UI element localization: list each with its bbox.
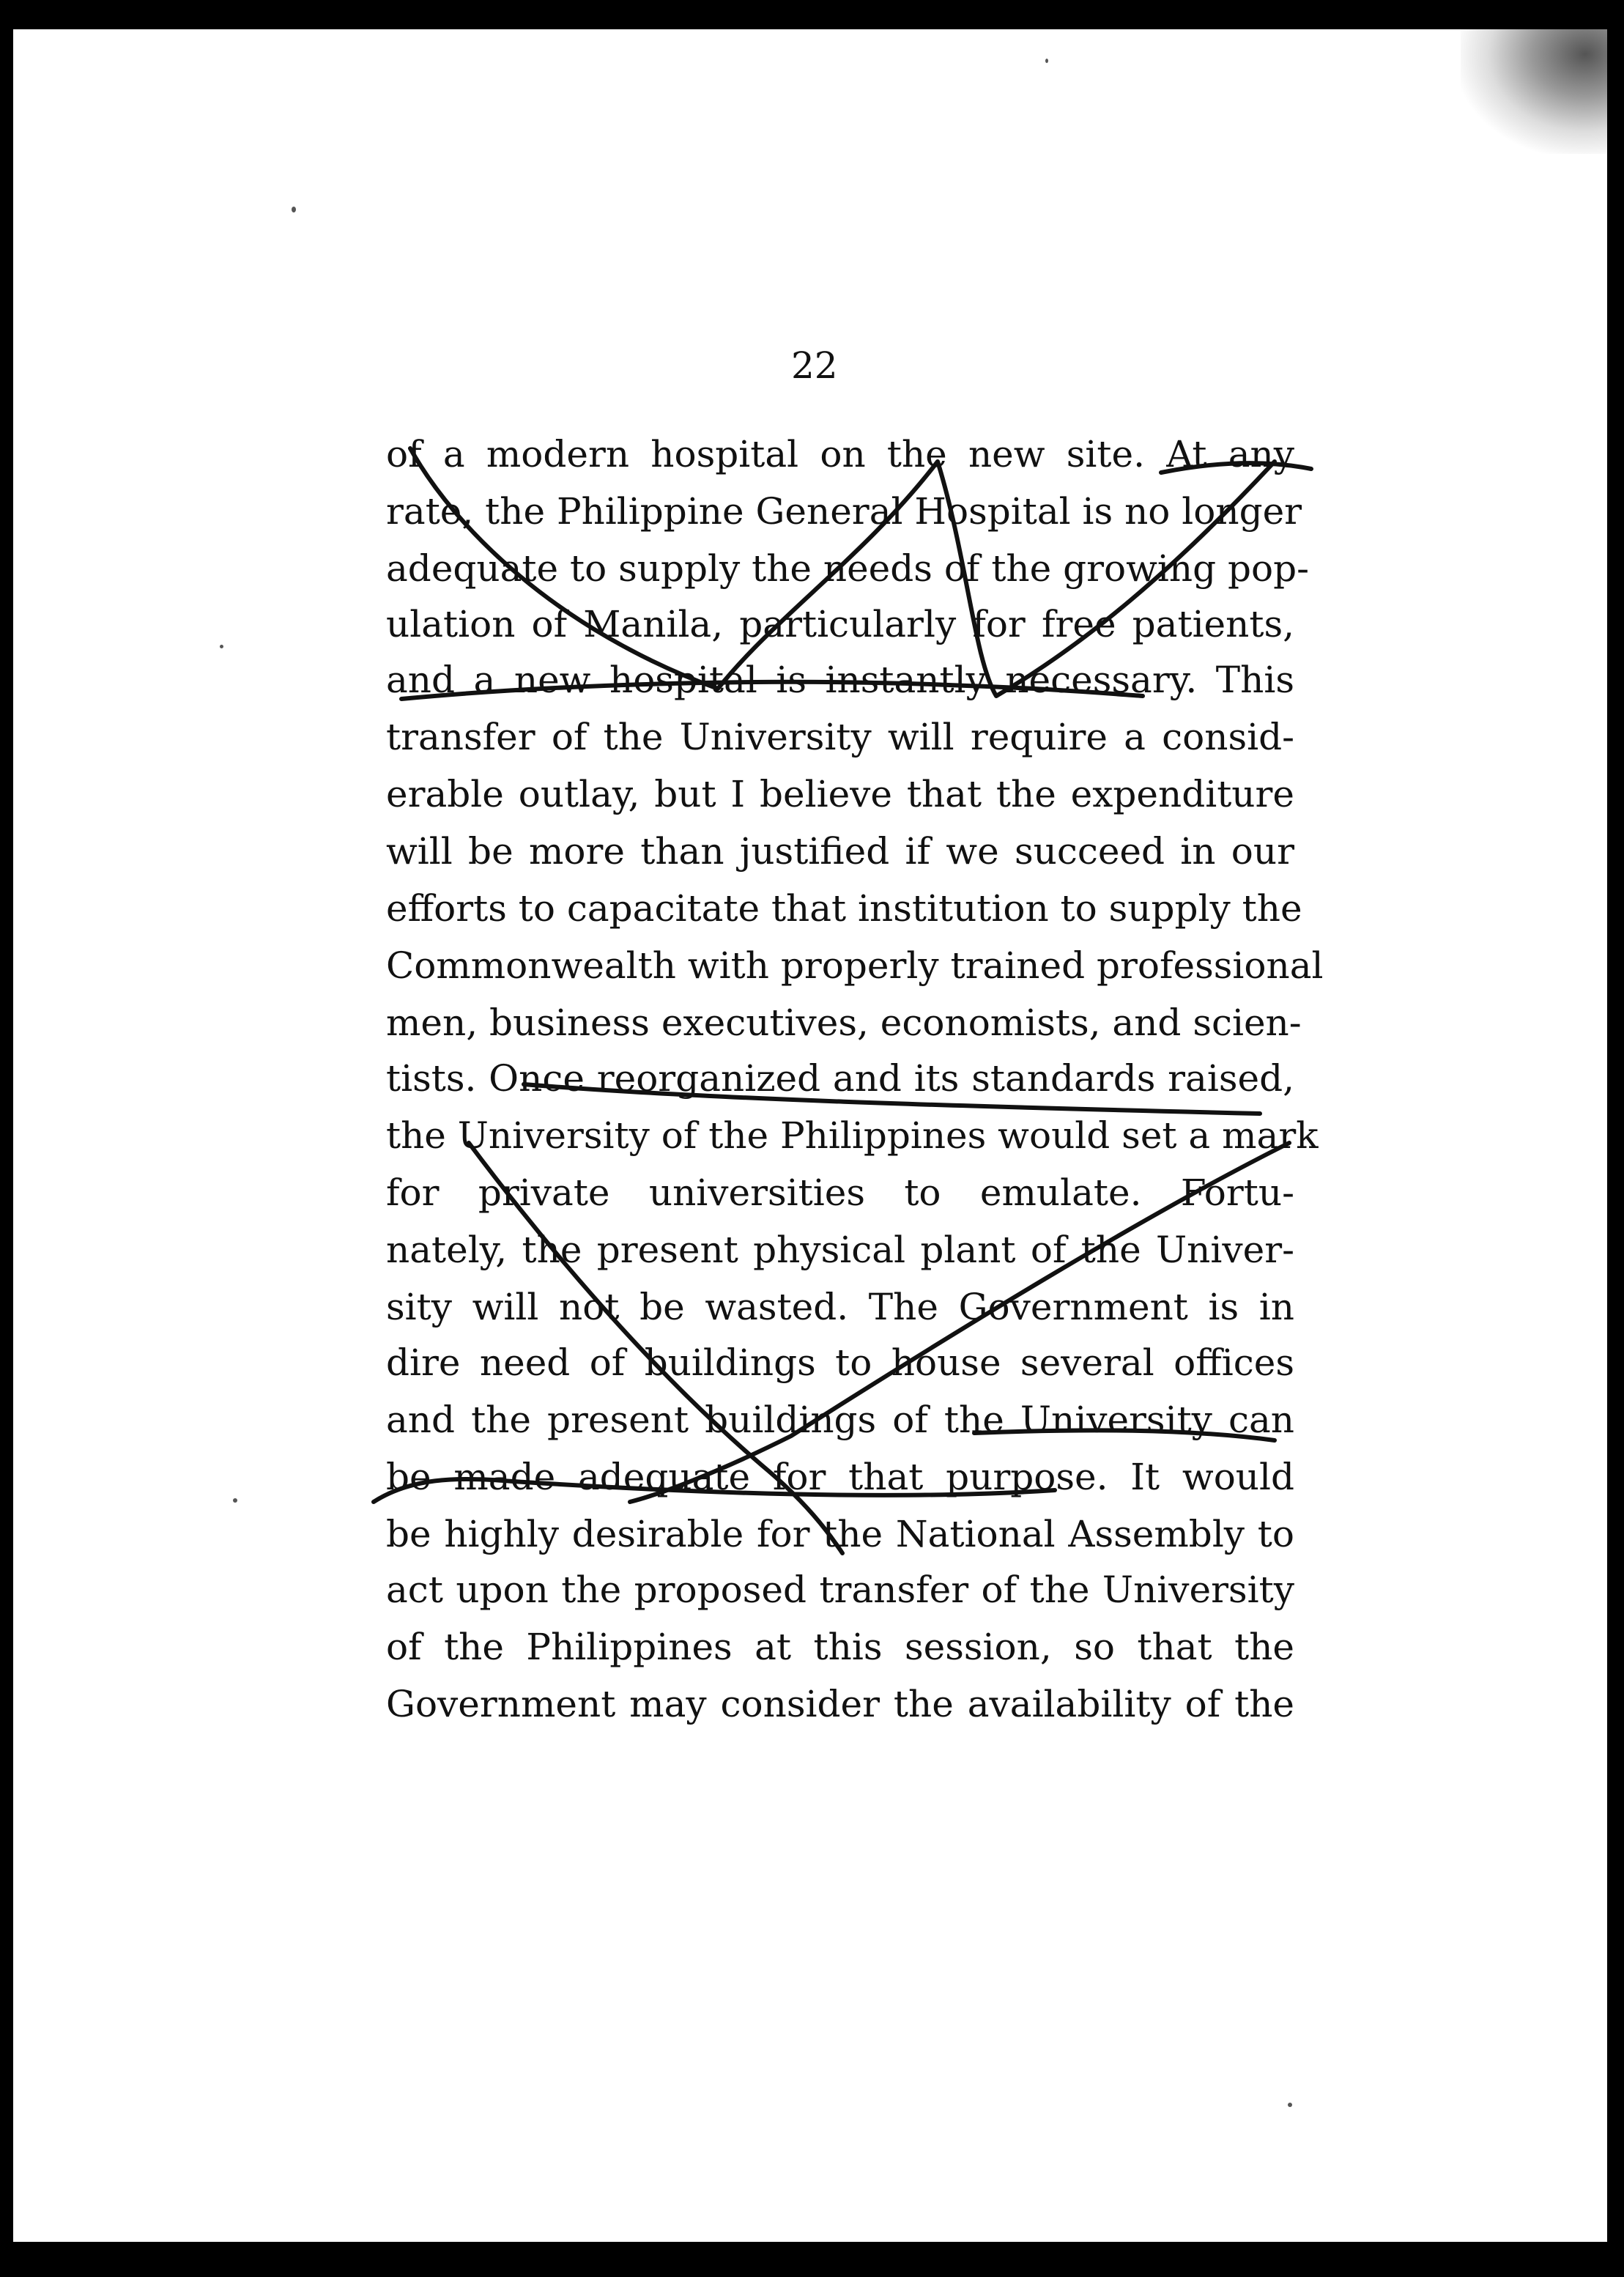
text-line-1: of a modern hospital on the new site. At any xyxy=(386,433,1294,475)
text-line-6: transfer of the University will require a consid- xyxy=(386,716,1294,758)
text-line-21: act upon the proposed transfer of the University xyxy=(386,1569,1294,1611)
text-line-3: adequate to supply the needs of the growing pop- xyxy=(386,547,1310,590)
scan-speck xyxy=(1288,2103,1292,2107)
text-line-22: of the Philippines at this session, so that the xyxy=(386,1626,1294,1668)
text-line-17: dire need of buildings to house several offices xyxy=(386,1341,1294,1384)
text-line-19: be made adequate for that purpose. It would xyxy=(386,1456,1294,1498)
scan-speck xyxy=(292,207,296,212)
text-line-8: will be more than justified if we succeed in our xyxy=(386,830,1294,873)
text-line-2: rate, the Philippine General Hospital is no longer xyxy=(386,490,1302,533)
scan-speck xyxy=(233,1498,237,1503)
text-line-20: be highly desirable for the National Assembly to xyxy=(386,1513,1294,1555)
page-number: 22 xyxy=(791,344,838,387)
text-line-18: and the present buildings of the University can xyxy=(386,1399,1294,1441)
text-line-7: erable outlay, but I believe that the expenditure xyxy=(386,773,1294,815)
text-line-9: efforts to capacitate that institution to supply the xyxy=(386,887,1302,930)
text-line-16: sity will not be wasted. The Government is in xyxy=(386,1286,1294,1328)
text-line-13: the University of the Philippines would set a mark xyxy=(386,1114,1319,1157)
text-line-14: for private universities to emulate. Fortu- xyxy=(386,1171,1294,1214)
text-line-10: Commonwealth with properly trained professional xyxy=(386,944,1324,987)
scan-speck xyxy=(220,645,223,648)
text-line-12: tists. Once reorganized and its standards raised, xyxy=(386,1057,1294,1100)
scan-speck xyxy=(1045,59,1048,63)
text-line-15: nately, the present physical plant of the Univer- xyxy=(386,1229,1294,1271)
text-line-5: and a new hospital is instantly necessary. This xyxy=(386,659,1294,701)
folded-corner xyxy=(1461,29,1607,154)
text-line-23: Government may consider the availability of the xyxy=(386,1683,1294,1725)
text-line-11: men, business executives, economists, and scien- xyxy=(386,1001,1302,1044)
text-line-4: ulation of Manila, particularly for free patients, xyxy=(386,603,1294,645)
